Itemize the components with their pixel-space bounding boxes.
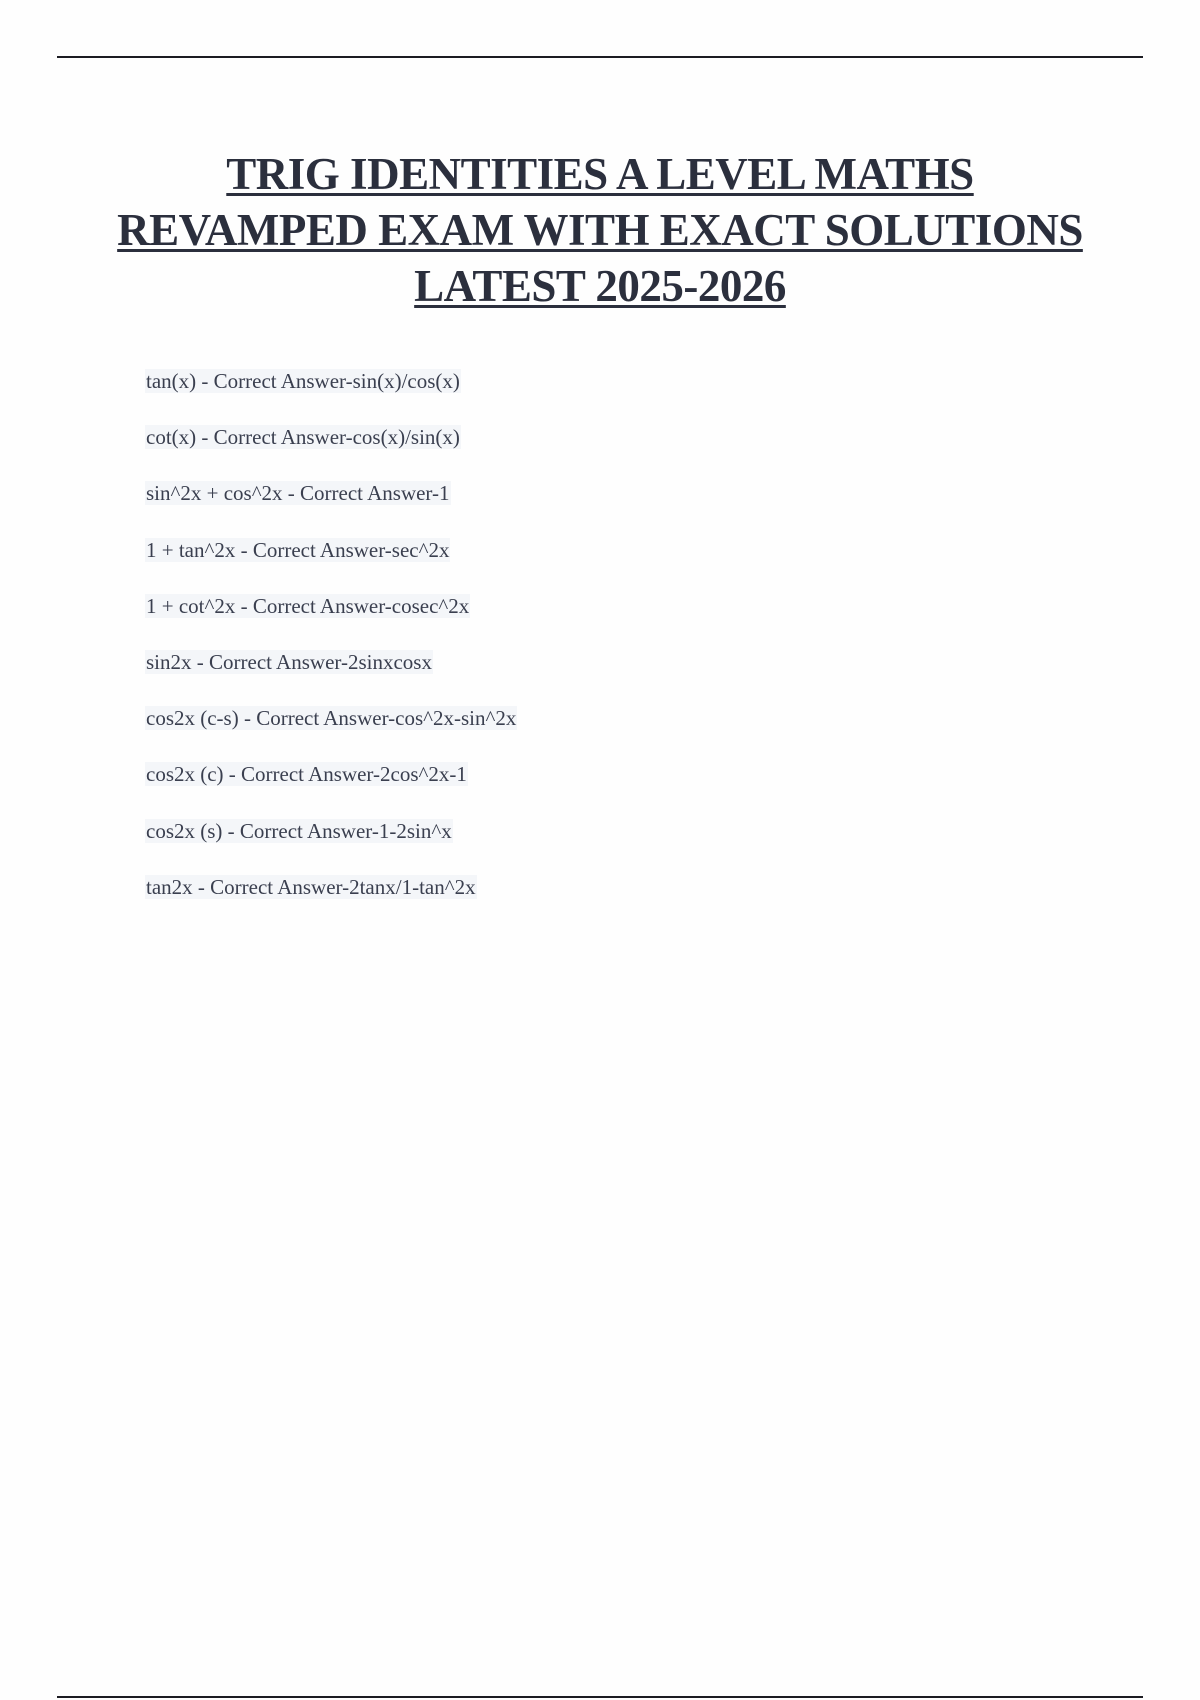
list-item bbox=[145, 759, 517, 815]
qa-text: 1 + tan^2x - Correct Answer-sec^2x bbox=[146, 537, 450, 562]
qa-list bbox=[145, 366, 517, 928]
list-item bbox=[145, 816, 517, 872]
qa-text: cos2x (c-s) - Correct Answer-cos^2x-sin^2x bbox=[146, 706, 517, 731]
list-item bbox=[145, 591, 517, 647]
qa-text: tan2x - Correct Answer-2tanx/1-tan^2x bbox=[146, 874, 476, 899]
qa-text: 1 + cot^2x - Correct Answer-cosec^2x bbox=[146, 593, 470, 618]
list-item bbox=[145, 478, 517, 534]
document-title: TRIG IDENTITIES A LEVEL MATHS REVAMPED EXAM WITH EXACT SOLUTIONS LATEST 2025-2026 bbox=[117, 149, 1083, 311]
qa-text: cot(x) - Correct Answer-cos(x)/sin(x) bbox=[146, 425, 460, 450]
qa-text: cos2x (c) - Correct Answer-2cos^2x-1 bbox=[146, 762, 467, 787]
top-rule bbox=[57, 56, 1143, 58]
qa-text: sin^2x + cos^2x - Correct Answer-1 bbox=[146, 481, 450, 506]
list-item bbox=[145, 872, 517, 928]
list-item bbox=[145, 703, 517, 759]
list-item bbox=[145, 647, 517, 703]
list-item bbox=[145, 422, 517, 478]
list-item bbox=[145, 535, 517, 591]
qa-text: tan(x) - Correct Answer-sin(x)/cos(x) bbox=[146, 369, 460, 393]
qa-text: sin2x - Correct Answer-2sinxcosx bbox=[146, 649, 432, 674]
bottom-rule bbox=[57, 1696, 1143, 1698]
list-item bbox=[145, 366, 517, 422]
qa-text: cos2x (s) - Correct Answer-1-2sin^x bbox=[146, 818, 452, 843]
